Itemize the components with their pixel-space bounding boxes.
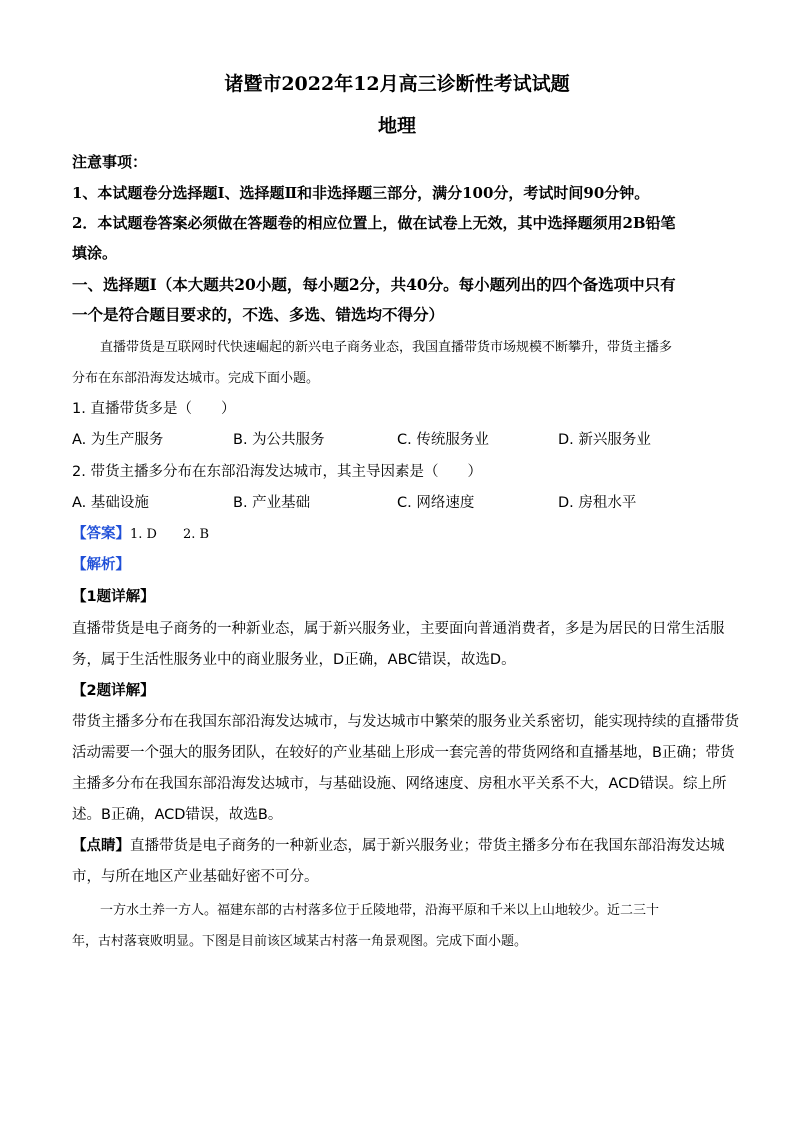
question-2-stem: 2. 带货主播多分布在东部沿海发达城市，其主导因素是（ ） [72, 464, 482, 480]
question-2-option-b: B. 产业基础 [233, 495, 311, 511]
detail-2-line-1: 带货主播多分布在我国东部沿海发达城市，与发达城市中繁荣的服务业关系密切，能实现持续的直播带货 [72, 714, 739, 730]
answer-line [72, 524, 209, 545]
question-2-option-d: D. 房租水平 [558, 495, 637, 511]
answer-tag: 【答案】 [72, 526, 130, 542]
detail-2-line-2: 活动需要一个强大的服务团队，在较好的产业基础上形成一套完善的带货网络和直播基地，B正确；带货 [72, 745, 735, 761]
section-1-heading-line-1: 一、选择题Ⅰ（本大题共20小题，每小题2分，共40分。每小题列出的四个备选项中只有 [72, 275, 676, 294]
question-1-option-a: A. 为生产服务 [72, 432, 164, 448]
notice-heading: 注意事项： [72, 153, 148, 171]
subject-heading: 地理 [377, 115, 416, 137]
passage-1-line-2: 分布在东部沿海发达城市。完成下面小题。 [72, 371, 320, 386]
detail-1-line-1: 直播带货是电子商务的一种新业态，属于新兴服务业，主要面向普通消费者，多是为居民的日常生活服 [72, 621, 725, 637]
note-line-2: 市，与所在地区产业基础好密不可分。 [72, 869, 319, 885]
question-2-option-a: A. 基础设施 [72, 495, 149, 511]
section-1-heading-line-2: 一个是符合题目要求的，不选、多选、错选均不得分） [72, 305, 445, 324]
detail-2-line-3: 主播多分布在我国东部沿海发达城市，与基础设施、网络速度、房租水平关系不大，ACD错误。综上所 [72, 776, 727, 792]
page-title: 诸暨市2022年12月高三诊断性考试试题 [224, 73, 570, 95]
question-2-option-c: C. 网络速度 [397, 495, 475, 511]
question-1-stem: 1. 直播带货多是（ ） [72, 401, 236, 417]
passage-2-line-1: 一方水土养一方人。福建东部的古村落多位于丘陵地带，沿海平原和千米以上山地较少。近二三十 [100, 903, 660, 918]
question-1-option-b: B. 为公共服务 [233, 432, 325, 448]
detail-1-tag: 【1题详解】 [72, 589, 155, 605]
detail-2-tag: 【2题详解】 [72, 683, 155, 699]
note-text-1: 直播带货是电子商务的一种新业态，属于新兴服务业；带货主播多分布在我国东部沿海发达城 [130, 838, 725, 854]
question-1-option-c: C. 传统服务业 [397, 432, 489, 448]
analysis-tag: 【解析】 [72, 557, 130, 573]
passage-1-line-1: 直播带货是互联网时代快速崛起的新兴电子商务业态，我国直播带货市场规模不断攀升，带货主播多 [100, 340, 673, 355]
notice-item-2-line-2: 填涂。 [72, 244, 118, 262]
notice-item-2-line-1: 2．本试题卷答案必须做在答题卷的相应位置上，做在试卷上无效，其中选择题须用2B铅笔 [72, 214, 676, 232]
passage-2-line-2: 年，古村落衰败明显。下图是目前该区域某古村落一角景观图。完成下面小题。 [72, 934, 528, 949]
question-1-option-d: D. 新兴服务业 [558, 432, 651, 448]
answer-text: 1. D 2. B [130, 527, 210, 542]
detail-1-line-2: 务，属于生活性服务业中的商业服务业，D正确，ABC错误，故选D。 [72, 652, 516, 668]
note-tag: 【点睛】 [72, 838, 130, 854]
notice-item-1: 1、本试题卷分选择题Ⅰ、选择题Ⅱ和非选择题三部分，满分100分，考试时间90分钟。 [72, 184, 650, 202]
detail-2-line-4: 述。B正确，ACD错误，故选B。 [72, 807, 283, 823]
note-line-1 [72, 836, 725, 856]
